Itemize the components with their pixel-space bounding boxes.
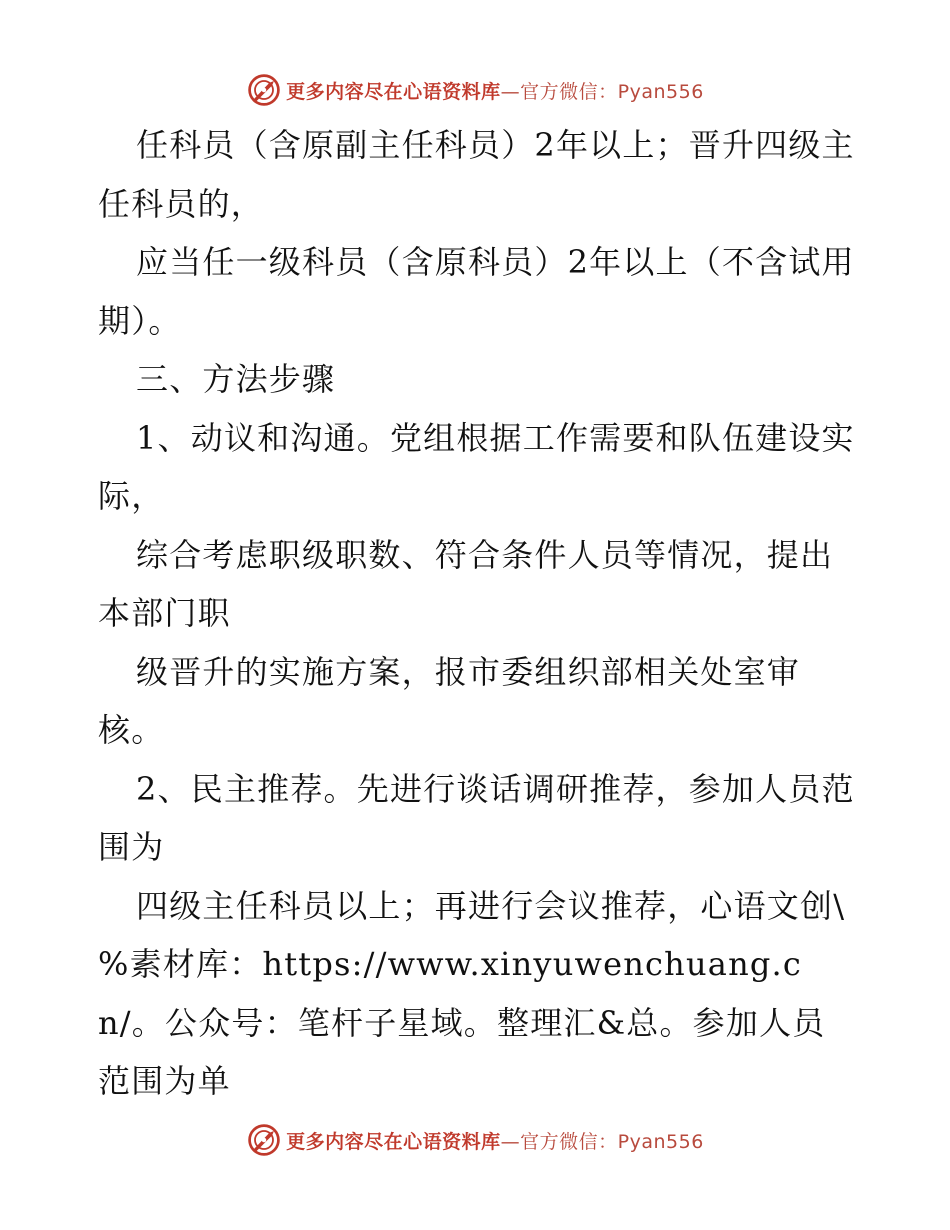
paragraph-6: 2、民主推荐。先进行谈话调研推荐，参加人员范围为: [98, 769, 855, 866]
paragraph-4: 综合考虑职级职数、符合条件人员等情况，提出本部门职: [98, 535, 834, 632]
paragraph-3: 1、动议和沟通。党组根据工作需要和队伍建设实际，: [98, 418, 855, 515]
header-watermark: [0, 68, 950, 112]
paragraph-1: 任科员（含原副主任科员）2年以上；晋升四级主任科员的，: [98, 126, 855, 223]
watermark-separator: —: [500, 80, 521, 103]
watermark-suffix-text: 官方微信：Pyan556: [520, 80, 704, 103]
pen-nib-logo-icon: [246, 1122, 282, 1158]
watermark-main-text: 更多内容尽在心语资料库: [286, 80, 501, 103]
paragraph-2: 应当任一级科员（含原科员）2年以上（不含试用期）。: [98, 243, 855, 340]
paragraph-7: 四级主任科员以上；再进行会议推荐，心语文创\%素材库：https://www.xinyuwenchuang.cn/。公众号：笔杆子星域。整理汇&总。参加人员范围为单: [98, 886, 846, 1100]
watermark-suffix-text: 官方微信：Pyan556: [520, 1130, 704, 1153]
watermark-main-text: 更多内容尽在心语资料库: [286, 1130, 501, 1153]
footer-watermark: [0, 1118, 950, 1162]
pen-nib-logo-icon: [246, 72, 282, 108]
section-heading: 三、方法步骤: [136, 360, 336, 398]
paragraph-5: 级晋升的实施方案，报市委组织部相关处室审核。: [98, 652, 801, 749]
document-body: [98, 116, 858, 1111]
watermark-separator: —: [500, 1130, 521, 1153]
